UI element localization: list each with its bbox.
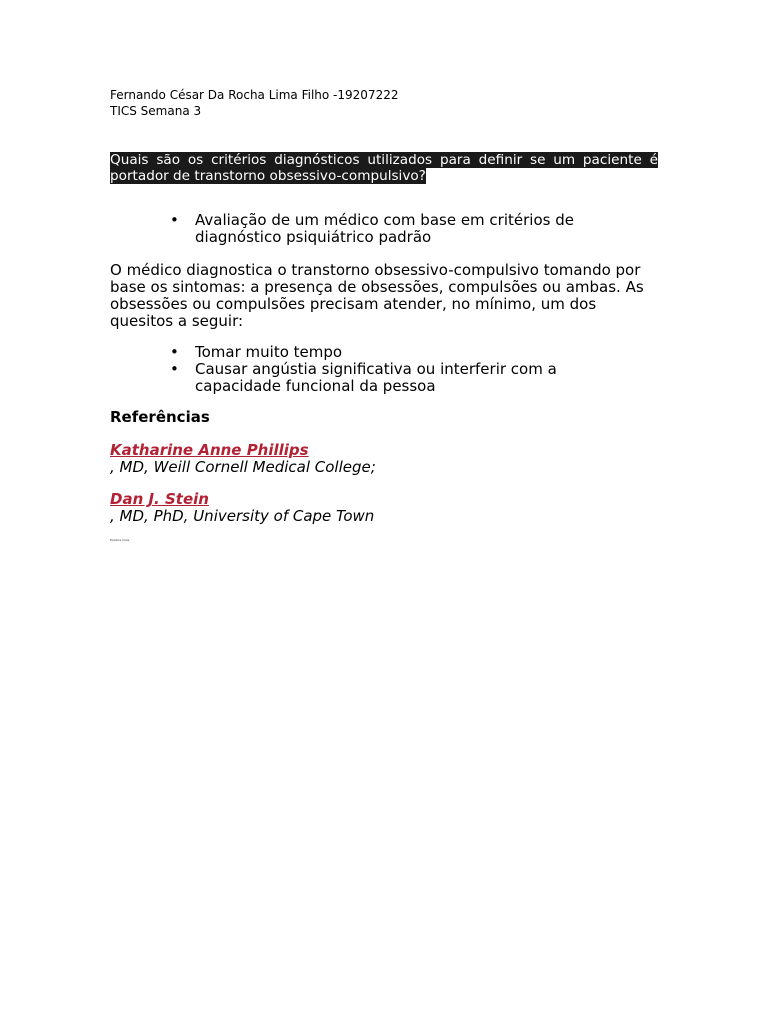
references-heading: Referências	[110, 408, 210, 426]
evaluation-list	[0, 212, 615, 246]
list-item	[0, 344, 615, 361]
reference-author-link[interactable]: Dan J. Stein	[110, 490, 209, 508]
list-item	[0, 361, 615, 395]
course-line: TICS Semana 3	[110, 104, 202, 118]
question-text: Quais são os critérios diagnósticos utilizados para definir se um paciente é portador de transtorno obsessivo-compulsivo?	[110, 152, 658, 184]
list-item-text: Avaliação de um médico com base em critérios de diagnóstico psiquiátrico padrão	[195, 211, 574, 246]
document-header	[110, 87, 398, 119]
bullet-icon: •	[170, 343, 179, 361]
reference-affiliation: , MD, PhD, University of Cape Town	[110, 507, 375, 525]
author-line: Fernando César Da Rocha Lima Filho -19207222	[110, 88, 399, 102]
list-item-text: Causar angústia significativa ou interferir com a capacidade funcional da pessoa	[195, 360, 557, 395]
list-item	[0, 212, 615, 246]
criteria-list	[0, 344, 615, 395]
diagnosis-paragraph: O médico diagnostica o transtorno obsessivo-compulsivo tomando por base os sintomas: a presença de obsessões, compulsões ou ambas. As obsessões ou compulsões precisam atender, no mínimo, um dos quesitos a seguir:	[110, 261, 644, 330]
question-highlight	[110, 152, 658, 184]
bullet-icon: •	[170, 360, 179, 378]
reference-author-link[interactable]: Katharine Anne Phillips	[110, 441, 309, 459]
footnote-text: Explore mais	[110, 538, 130, 542]
list-item-text: Tomar muito tempo	[195, 343, 343, 361]
reference-affiliation: , MD, Weill Cornell Medical College;	[110, 458, 376, 476]
reference-entry	[110, 491, 374, 525]
bullet-icon: •	[170, 211, 179, 229]
reference-entry	[110, 442, 376, 476]
